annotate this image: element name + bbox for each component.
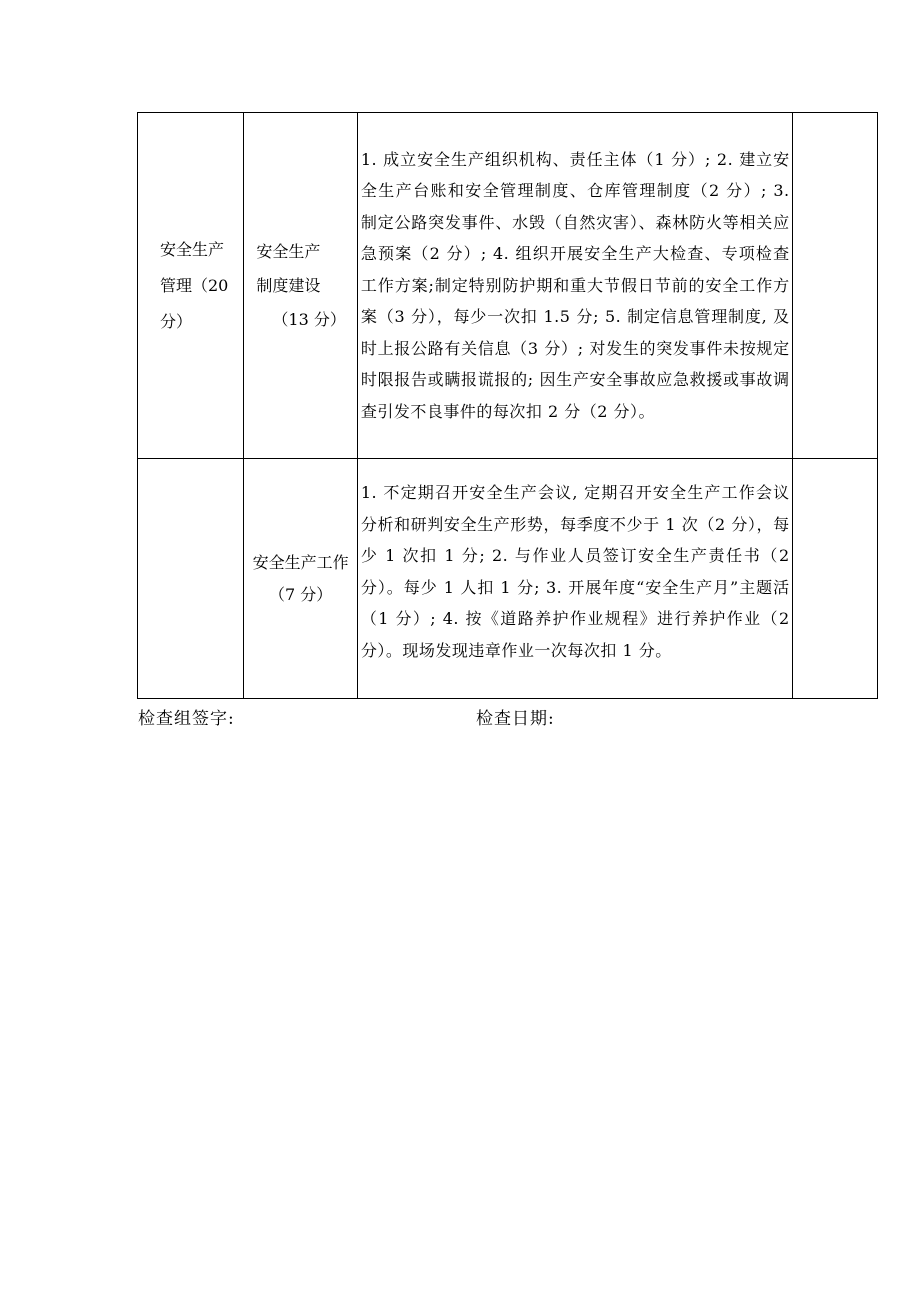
table-row xyxy=(138,113,878,459)
subcategory-cell xyxy=(244,113,357,459)
category-label-line3: 分） xyxy=(160,311,193,331)
subcategory-label-line1: 安全生产 xyxy=(256,241,321,261)
subcategory-score: （7 分） xyxy=(269,584,333,604)
category-cell xyxy=(138,113,244,459)
date-label: 检查日期: xyxy=(476,709,555,729)
subcategory-cell xyxy=(244,459,357,699)
signature-label: 检查组签字: xyxy=(138,709,235,729)
criteria-description: 1. 成立安全生产组织机构、责任主体（1 分）; 2. 建立安全生产台账和安全管理制度、仓库管理制度（2 分）; 3. 制定公路突发事件、水毁（自然灾害）、森林防火等相关应急预案（2 分）; 4. 组织开展安全生产大检查、专项检查工作方案;制定特别防护期和重大节假日节前的安全工作方案（3 分），每少一次扣 1.5 分; 5. 制定信息管理制度, 及时上报公路有关信息（3 分）; 对发生的突发事件未按规定时限报告或瞒报谎报的; 因生产安全事故应急救援或事故调查引发不良事件的每次扣 2 分（2 分）。 xyxy=(357,113,792,459)
subcategory-label-line2: 制度建设 xyxy=(256,275,321,295)
subcategory-score: （13 分） xyxy=(272,309,346,329)
category-label-line2: 管理（20 xyxy=(160,275,229,295)
subcategory-label-line1: 安全生产工作 xyxy=(252,552,349,572)
inspection-table xyxy=(137,112,878,699)
score-cell xyxy=(792,113,877,459)
category-cell-empty xyxy=(138,459,244,699)
table-row xyxy=(138,459,878,699)
category-label-line1: 安全生产 xyxy=(160,239,225,259)
score-cell xyxy=(792,459,877,699)
criteria-description: 1. 不定期召开安全生产会议, 定期召开安全生产工作会议分析和研判安全生产形势，每季度不少于 1 次（2 分），每少 1 次扣 1 分; 2. 与作业人员签订安全生产责任书（2 分）。每少 1 人扣 1 分; 3. 开展年度“安全生产月”主题活（1 分）; 4. 按《道路养护作业规程》进行养护作业（2 分）。现场发现违章作业一次每次扣 1 分。 xyxy=(357,459,792,699)
